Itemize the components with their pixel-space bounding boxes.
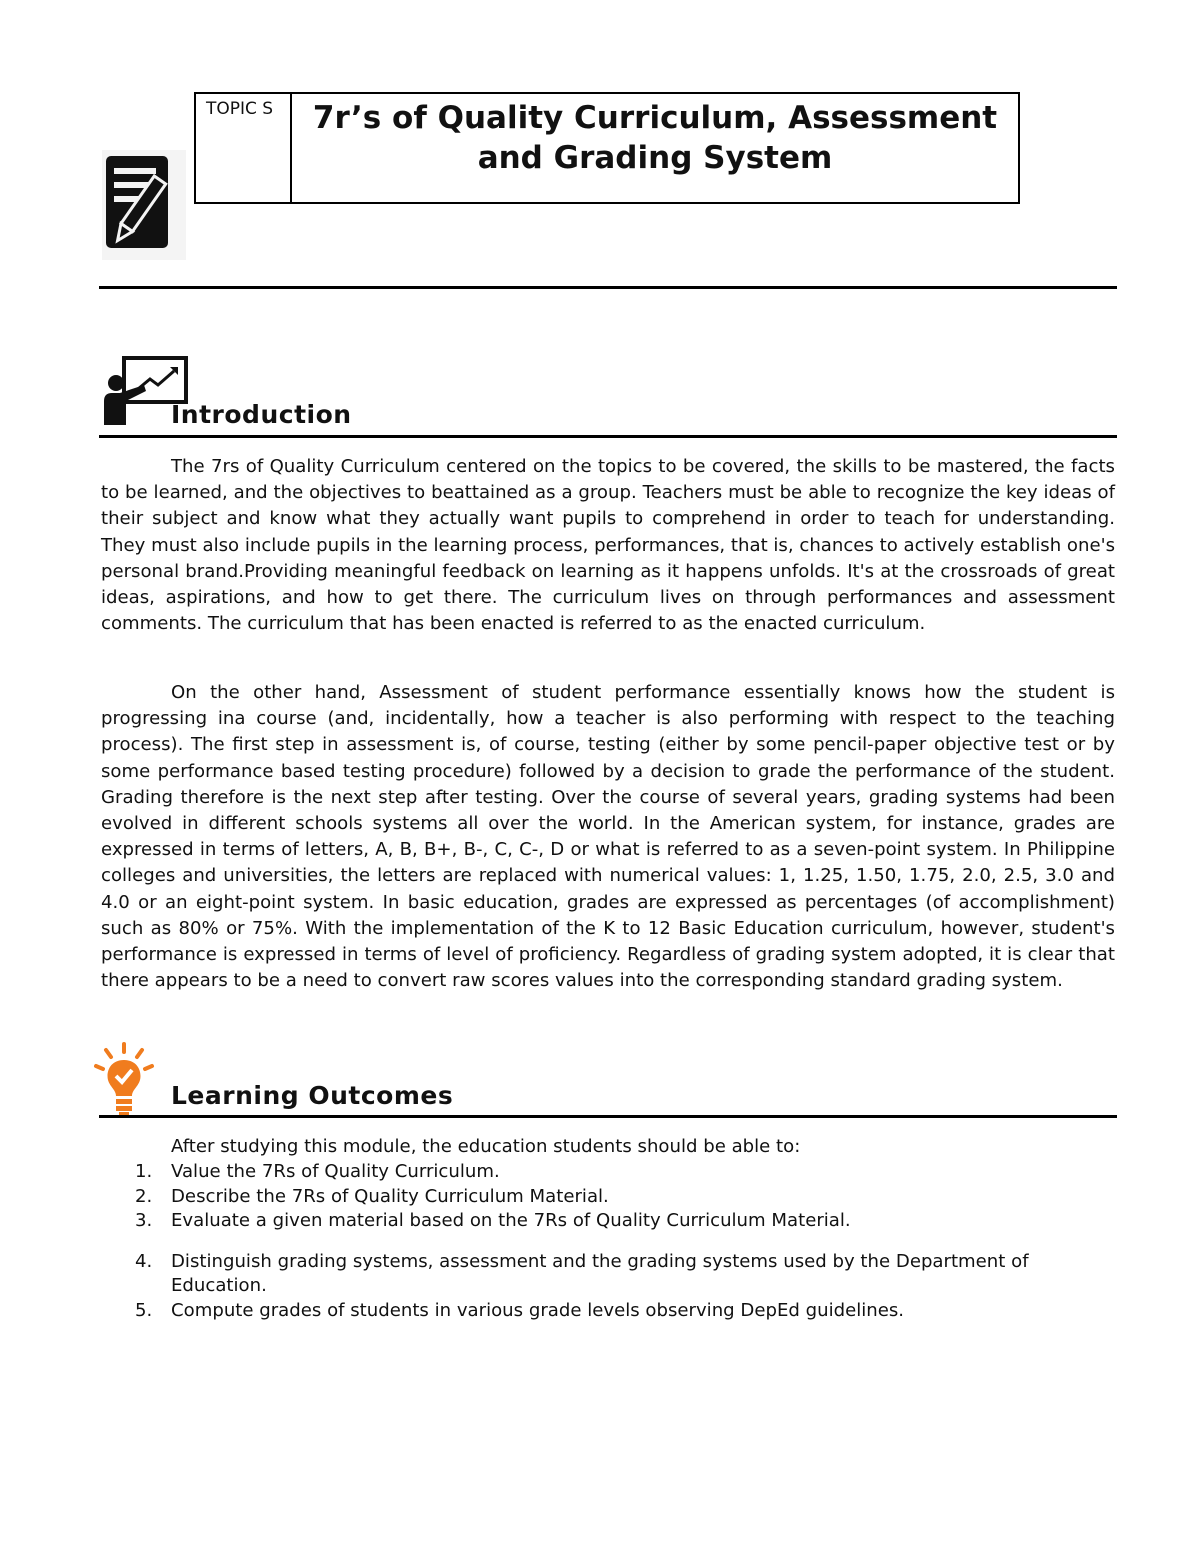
lightbulb-icon <box>92 1042 156 1118</box>
list-item-text: Distinguish grading systems, assessment and the grading systems used by the Department of Education. <box>171 1250 1029 1296</box>
list-item-text: Describe the 7Rs of Quality Curriculum Material. <box>171 1185 609 1207</box>
learning-outcomes-heading: Learning Outcomes <box>171 1081 454 1110</box>
learning-outcomes-intro: After studying this module, the education students should be able to: <box>171 1136 801 1157</box>
topic-label-text: TOPIC S <box>206 99 274 119</box>
introduction-paragraph-1 <box>101 454 1115 637</box>
list-item-number: 5. <box>135 1299 153 1321</box>
topic-title-line2: and Grading System <box>477 140 833 176</box>
list-item <box>101 1209 1115 1234</box>
list-item <box>101 1250 1115 1299</box>
list-item <box>101 1160 1115 1185</box>
learning-outcomes-list <box>101 1160 1115 1323</box>
list-item-number: 4. <box>135 1250 153 1272</box>
topic-label <box>196 94 292 202</box>
notepad-pencil-icon <box>102 150 186 260</box>
list-item-number: 3. <box>135 1210 153 1231</box>
introduction-paragraph-2-text: On the other hand, Assessment of student performance essentially knows how the student is progressing ina course (and, incidentally, how a teacher is also performing with respect to the teaching process). The first step in assessment is, of course, testing (either by some pencil-paper objective test or by some performance based testing procedure) followed by a decision to grade the performance of the student. Grading therefore is the next step after testing. Over the course of several years, grading systems had been evolved in different schools systems all over the world. In the American system, for instance, grades are expressed in terms of letters, A, B, B+, B-, C, C-, D or what is referred to as a seven-point system. In Philippine colleges and universities, the letters are replaced with numerical values: 1, 1.25, 1.50, 1.75, 2.0, 2.5, 3.0 and 4.0 or an eight-point system. In basic education, grades are expressed as percentages (of accomplishment) such as 80% or 75%. With the implementation of the K to 12 Basic Education curriculum, however, student's performance is expressed in terms of level of proficiency. Regardless of grading system adopted, it is clear that there appears to be a need to convert raw scores values into the corresponding standard grading system. <box>101 682 1115 992</box>
learning-outcomes-divider <box>99 1115 1117 1118</box>
introduction-divider <box>99 435 1117 438</box>
list-item-number: 1. <box>135 1161 153 1182</box>
topic-header-box <box>194 92 1020 204</box>
introduction-paragraph-1-text: The 7rs of Quality Curriculum centered on the topics to be covered, the skills to be mastered, the facts to be learned, and the objectives to beattained as a group. Teachers must be able to recognize the key ideas of their subject and know what they actually want pupils to comprehend in order to teach for understanding. They must also include pupils in the learning process, performances, that is, chances to actively establish one's personal brand.Providing meaningful feedback on learning as it happens unfolds. It's at the crossroads of great ideas, aspirations, and how to get there. The curriculum lives on through performances and assessment comments. The curriculum that has been enacted is referred to as the enacted curriculum. <box>101 456 1115 635</box>
topic-title <box>292 94 1018 202</box>
list-item <box>101 1185 1115 1210</box>
list-item-number: 2. <box>135 1185 153 1207</box>
introduction-heading: Introduction <box>171 400 352 429</box>
header-divider <box>99 286 1117 289</box>
list-item-text: Value the 7Rs of Quality Curriculum. <box>171 1161 500 1182</box>
introduction-paragraph-2 <box>101 680 1115 994</box>
topic-title-line1: 7r’s of Quality Curriculum, Assessment <box>312 100 998 136</box>
list-item <box>101 1299 1115 1324</box>
list-item-text: Compute grades of students in various grade levels observing DepEd guidelines. <box>171 1299 905 1321</box>
list-item-text: Evaluate a given material based on the 7Rs of Quality Curriculum Material. <box>171 1210 851 1231</box>
